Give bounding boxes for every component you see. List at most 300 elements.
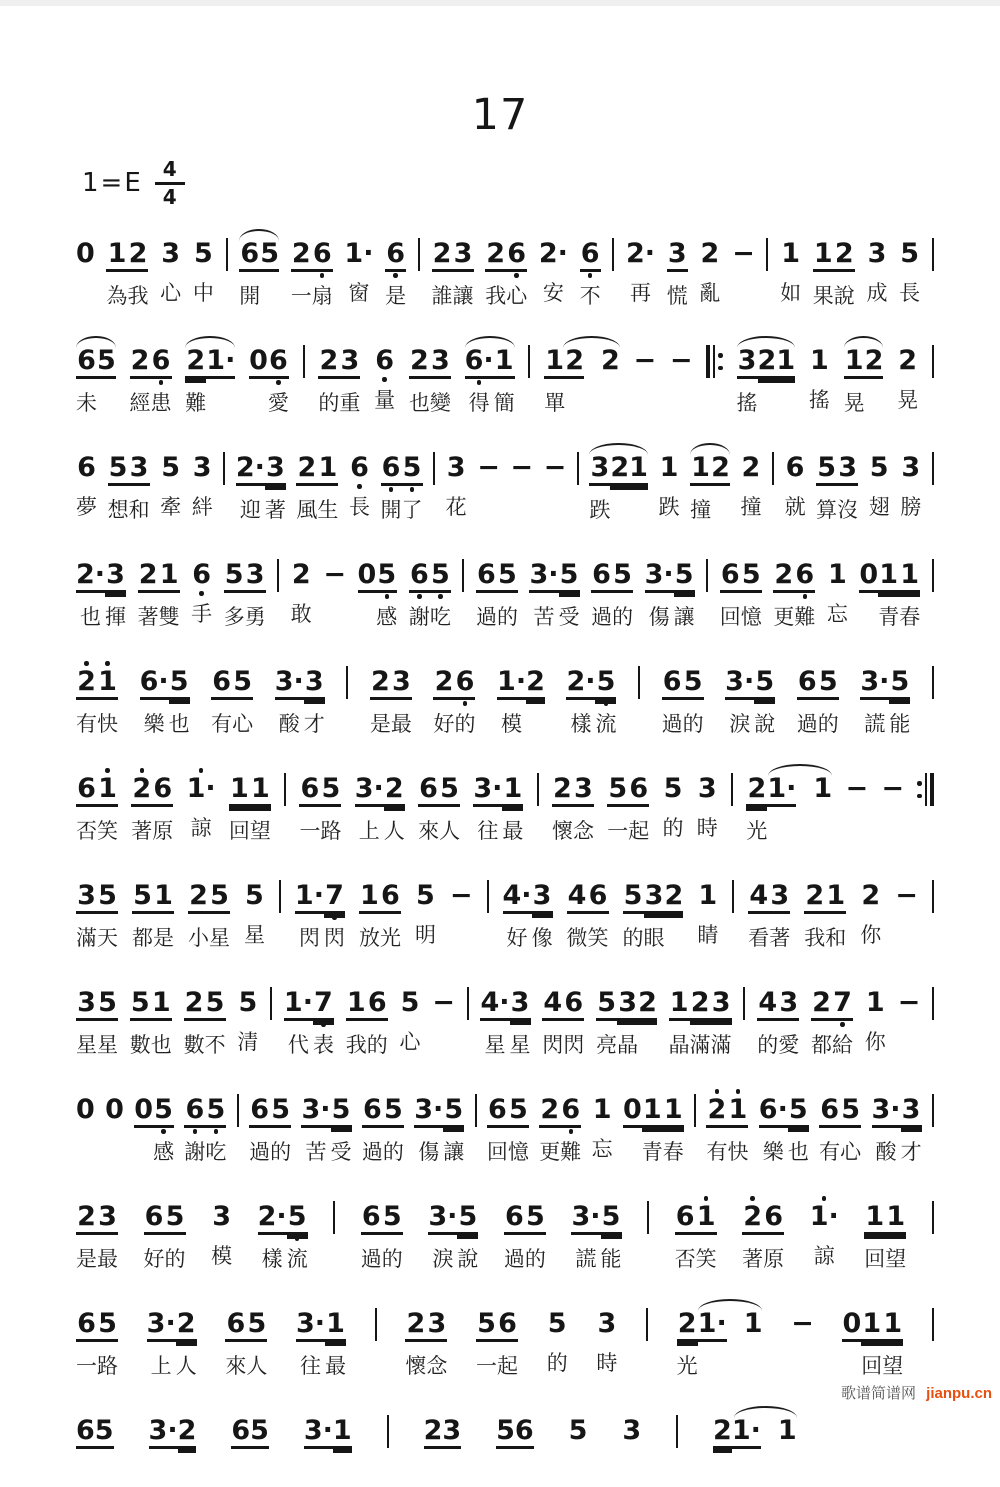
- octave-dot-spacer: [138, 593, 159, 600]
- barline-rule: [930, 773, 934, 806]
- octave-dot-spacer: [563, 1021, 584, 1028]
- note-group: [866, 232, 887, 307]
- note: [442, 1409, 461, 1487]
- octave-dot-spacer: [430, 379, 451, 386]
- note-digit: 6: [785, 452, 805, 483]
- lyric-char: 風: [296, 499, 318, 522]
- note-group: [381, 446, 423, 524]
- note-digit: 6: [268, 346, 289, 379]
- octave-dot-spacer: [494, 379, 515, 386]
- note: [192, 446, 213, 521]
- note-digit: 6: [497, 1309, 518, 1342]
- barline: [475, 1094, 477, 1127]
- score-line: [76, 1088, 934, 1166]
- lyric-char: 懷: [405, 1355, 427, 1378]
- lyric-char: 感: [376, 606, 398, 629]
- note-group: [539, 1088, 581, 1166]
- low-octave-dot: [832, 1021, 853, 1028]
- barline: [694, 1094, 696, 1127]
- note: [97, 767, 118, 845]
- note: [131, 767, 152, 845]
- barline: [932, 880, 934, 913]
- octave-dot-spacer: [720, 593, 741, 600]
- octave-dot-spacer: [667, 272, 688, 279]
- note-digit: 1: [97, 774, 118, 807]
- note: [295, 874, 324, 952]
- lyric-char: 能: [600, 1248, 622, 1271]
- lyric-char: [339, 1460, 345, 1487]
- barline-rule: [462, 559, 464, 592]
- lyric-char: [315, 1460, 321, 1487]
- octave-dot-spacer: [131, 807, 152, 814]
- octave-dot-spacer: [711, 1021, 732, 1028]
- lyric-char: 也: [150, 1034, 172, 1057]
- note-digit: 6: [249, 1095, 270, 1128]
- note-digit: 4: [567, 881, 588, 914]
- barline-rule: [694, 1094, 696, 1127]
- lyric-char: 星: [243, 924, 265, 947]
- note: [622, 1409, 641, 1484]
- note-digit: 5: [383, 1095, 404, 1128]
- note-digit: 1: [865, 987, 885, 1018]
- lyric-char: [629, 1139, 635, 1166]
- note: [485, 232, 506, 310]
- octave-dot-spacer: [418, 807, 439, 814]
- lyric-char: 一: [290, 285, 312, 308]
- lyric-char: 說: [754, 713, 776, 736]
- barline-rule: [433, 452, 435, 485]
- note: [508, 1088, 529, 1166]
- octave-dot-spacer: [291, 272, 312, 279]
- lyric-char: 晃: [843, 392, 865, 415]
- note: [725, 660, 754, 738]
- note: [515, 1409, 534, 1487]
- note-group: [547, 1302, 568, 1377]
- octave-dot-spacer: [147, 1342, 176, 1349]
- note: [559, 553, 580, 631]
- octave-dot-spacer: [239, 272, 260, 279]
- octave-dot-spacer: [683, 700, 704, 707]
- lyric-char: 最: [97, 1248, 118, 1271]
- lyric-char: [82, 1136, 88, 1163]
- note: [206, 339, 235, 417]
- barline-rule: [284, 773, 286, 806]
- note: [97, 1302, 118, 1380]
- note-digit: 2: [539, 1095, 560, 1128]
- note: [669, 981, 690, 1059]
- score-line: [76, 553, 934, 631]
- note-group: [76, 553, 126, 631]
- note-digit: 3·: [571, 1202, 600, 1235]
- lyric-char: [267, 283, 273, 310]
- lyric-char: 一: [76, 1355, 97, 1378]
- octave-dot-spacer: [76, 700, 97, 707]
- lyric-char: 過: [360, 1248, 382, 1271]
- note-group: [76, 1409, 114, 1487]
- low-octave-dot: [312, 272, 333, 279]
- octave-dot-spacer: [861, 1342, 882, 1349]
- note-group: [188, 874, 230, 952]
- octave-dot-spacer: [623, 914, 644, 921]
- note-digit: 3: [446, 452, 466, 483]
- octave-dot-spacer: [295, 914, 324, 921]
- note-group: [827, 553, 848, 628]
- lyric-char: 心: [399, 1031, 421, 1054]
- note-group: [675, 1195, 717, 1273]
- repeat-dots: [917, 773, 922, 806]
- lyric-char: 窗: [348, 282, 370, 305]
- note: [236, 446, 265, 524]
- lyric-char: [430, 1460, 436, 1487]
- note-gap: [796, 767, 813, 842]
- lyric-char: 諒: [813, 1245, 835, 1268]
- note-digit: 5: [568, 1415, 588, 1446]
- note-group: [184, 981, 226, 1059]
- octave-dot-spacer: [211, 1232, 232, 1239]
- octave-dot-spacer: [674, 593, 695, 600]
- barline-rule: [706, 559, 708, 592]
- note-digit: 5: [209, 881, 230, 914]
- note-digit: 2: [127, 239, 148, 272]
- note: [865, 339, 884, 417]
- duration-dash: [634, 339, 657, 414]
- octave-dot-spacer: [265, 486, 286, 493]
- octave-dot-spacer: [584, 376, 601, 383]
- note: [358, 553, 377, 631]
- note-group: [477, 446, 500, 521]
- note-digit: 5: [788, 1095, 809, 1128]
- lyric-char: 難: [185, 392, 207, 415]
- octave-dot-spacer: [610, 486, 629, 493]
- octave-dot-spacer: [642, 1128, 663, 1135]
- octave-dot-spacer: [193, 269, 214, 276]
- note: [382, 1195, 403, 1273]
- note-group: [544, 446, 567, 521]
- barline-rule: [418, 238, 420, 271]
- octave-dot-spacer: [211, 700, 232, 707]
- lyric-char: 天: [97, 927, 118, 950]
- note-group: [667, 232, 688, 310]
- lyric-char: 簡: [493, 392, 515, 415]
- note: [547, 1302, 568, 1377]
- note-group: [405, 1302, 447, 1380]
- note-group: [450, 874, 473, 949]
- note-digit: 2: [610, 453, 629, 486]
- note-digit: 1: [663, 1095, 684, 1128]
- note: [727, 1088, 748, 1166]
- note: [566, 660, 595, 738]
- note: [696, 1195, 717, 1273]
- note-group: [361, 1195, 403, 1273]
- note-group: [791, 1302, 814, 1377]
- lyric-char: 心: [232, 713, 254, 736]
- repeat-dot: [718, 366, 723, 371]
- octave-dot-spacer: [426, 1342, 447, 1349]
- octave-dot-spacer: [383, 1128, 404, 1135]
- lyric-char: [764, 390, 770, 417]
- lyric-char: 的: [622, 927, 644, 950]
- note-digit: 1: [899, 560, 920, 593]
- octave-dot-spacer: [727, 1128, 748, 1135]
- lyric-char: 患: [150, 392, 172, 415]
- note-digit: 4: [542, 988, 563, 1021]
- duration-dash: [845, 767, 868, 842]
- octave-dot-spacer: [236, 486, 265, 493]
- note: [244, 874, 265, 949]
- note-digit: 2·: [538, 238, 568, 269]
- note: [746, 767, 767, 845]
- note: [797, 660, 818, 738]
- barline-rule: [932, 880, 934, 913]
- note: [76, 1302, 97, 1380]
- lyric-char: 滿: [689, 1034, 711, 1057]
- note-digit: −: [791, 1308, 814, 1339]
- note-digit: 1: [544, 346, 565, 379]
- note-digit: 2: [184, 988, 205, 1021]
- note: [165, 1195, 186, 1273]
- octave-dot-spacer: [450, 911, 473, 918]
- octave-dot-spacer: [559, 593, 580, 600]
- note: [275, 660, 304, 738]
- note-digit: 1: [698, 880, 718, 911]
- lyric-char: 過: [591, 606, 613, 629]
- note: [502, 767, 523, 845]
- note-digit: 2: [138, 560, 159, 593]
- note-digit: 3: [589, 453, 610, 486]
- octave-dot-spacer: [819, 1128, 840, 1135]
- note-digit: 3·: [147, 1309, 176, 1342]
- time-signature-denominator: 4: [162, 184, 177, 209]
- octave-dot-spacer: [151, 1021, 172, 1028]
- lyric-char: 謝: [184, 1141, 206, 1164]
- octave-dot-spacer: [97, 379, 116, 386]
- octave-dot-spacer: [382, 1235, 403, 1242]
- octave-dot-spacer: [358, 593, 377, 600]
- octave-dot-spacer: [405, 1342, 426, 1349]
- note-group: [147, 1302, 197, 1380]
- note-group: [732, 232, 755, 307]
- octave-dot-spacer: [320, 807, 341, 814]
- lyric-char: [743, 1460, 749, 1487]
- note-digit: 5: [169, 667, 190, 700]
- lyric-char: 變: [429, 392, 451, 415]
- barline-rule: [932, 1094, 934, 1127]
- lyric-char: [141, 1139, 147, 1166]
- lyric-char: 花: [445, 496, 467, 519]
- note-digit: 3: [76, 881, 97, 914]
- note-digit: 5: [97, 1309, 118, 1342]
- octave-dot-spacer: [225, 1342, 246, 1349]
- note-digit: 3: [711, 988, 732, 1021]
- octave-dot-spacer: [76, 1235, 97, 1242]
- octave-dot-spacer: [391, 700, 412, 707]
- note-digit: 3: [737, 346, 758, 379]
- lyric-char: 光: [379, 927, 401, 950]
- lyric-char: 說: [457, 1248, 479, 1271]
- note-digit: 5: [246, 1309, 267, 1342]
- lyric-char: [645, 1032, 651, 1059]
- note: [506, 232, 527, 310]
- barline: [284, 773, 286, 806]
- note: [147, 1302, 176, 1380]
- note: [607, 767, 628, 845]
- lyric-char: 時: [696, 817, 718, 840]
- note: [446, 446, 467, 521]
- score-line: [76, 1409, 797, 1487]
- lyric-char: 搖: [808, 389, 830, 412]
- octave-dot-spacer: [878, 593, 899, 600]
- octave-dot-spacer: [130, 379, 151, 386]
- lyric-char: 流: [595, 713, 617, 736]
- lyric-char: 樣: [570, 713, 592, 736]
- note: [748, 874, 769, 952]
- lyric-char: [720, 1460, 726, 1487]
- note-digit: 2: [711, 453, 730, 486]
- slur-arc: [698, 1299, 762, 1311]
- note: [690, 446, 711, 524]
- note: [361, 1195, 382, 1273]
- note: [504, 1195, 525, 1273]
- note-group: [349, 446, 370, 521]
- note: [589, 446, 610, 524]
- note: [304, 660, 325, 738]
- octave-dot-spacer: [442, 1449, 461, 1456]
- barline-rule: [713, 345, 715, 378]
- note: [840, 1088, 861, 1166]
- note-digit: 0: [249, 346, 268, 379]
- note: [95, 1409, 114, 1487]
- octave-dot-spacer: [250, 1449, 269, 1456]
- octave-dot-spacer: [291, 590, 312, 597]
- barline-rule: [925, 773, 927, 806]
- note: [476, 1302, 497, 1380]
- note-group: [465, 339, 515, 417]
- note: [897, 339, 918, 414]
- octave-dot-spacer: [869, 483, 890, 490]
- octave-dot-spacer: [539, 269, 568, 276]
- octave-dot-spacer: [860, 911, 881, 918]
- lyric-char: 著: [742, 1248, 764, 1271]
- lyric-char: 好: [143, 1248, 165, 1271]
- lyric-char: 星: [76, 1034, 97, 1057]
- barline-rule: [932, 238, 934, 271]
- lyric-char: [709, 1353, 715, 1380]
- lyric-char: 淚: [729, 713, 751, 736]
- octave-dot-spacer: [432, 272, 453, 279]
- octave-dot-spacer: [304, 1449, 333, 1456]
- note-digit: 6: [794, 560, 815, 593]
- note-group: [663, 767, 684, 842]
- note: [76, 553, 105, 631]
- repeat-end-barline: [917, 773, 934, 806]
- low-octave-dot: [595, 700, 616, 707]
- octave-dot-spacer: [889, 700, 910, 707]
- lyric-char: 傷: [648, 606, 670, 629]
- note: [209, 874, 230, 952]
- note-digit: 2: [861, 880, 881, 911]
- note: [185, 339, 206, 417]
- note-digit: 6: [144, 1202, 165, 1235]
- octave-dot-spacer: [480, 1021, 509, 1028]
- note: [430, 339, 451, 417]
- note: [304, 1409, 333, 1487]
- octave-dot-spacer: [359, 914, 380, 921]
- lyric-char: [486, 494, 492, 521]
- octave-dot-spacer: [677, 1342, 698, 1349]
- note: [544, 339, 565, 417]
- note: [816, 446, 837, 524]
- note-digit: [727, 1309, 744, 1339]
- lyric-char: 憶: [507, 1141, 529, 1164]
- lyric-char: 傷: [418, 1141, 440, 1164]
- note: [97, 1195, 118, 1273]
- lyric-char: 流: [286, 1248, 308, 1271]
- octave-dot-spacer: [706, 1128, 727, 1135]
- note-group: [346, 981, 388, 1059]
- lyric-char: 人: [175, 1355, 197, 1378]
- octave-dot-spacer: [713, 1449, 732, 1456]
- octave-dot-spacer: [169, 700, 190, 707]
- note-group: [810, 1195, 839, 1270]
- lyric-char: 難: [794, 606, 816, 629]
- note: [758, 339, 777, 417]
- octave-dot-spacer: [542, 1021, 563, 1028]
- note-digit: 5: [601, 1202, 622, 1235]
- note-group: [187, 767, 216, 842]
- lyric-char: 跌: [589, 499, 611, 522]
- note-digit: 2: [741, 452, 761, 483]
- note: [690, 981, 711, 1059]
- barline: [932, 666, 934, 699]
- note-group: [670, 339, 693, 414]
- lyric-char: 我: [485, 285, 507, 308]
- octave-dot-spacer: [612, 593, 633, 600]
- lyric-char: [503, 1460, 509, 1487]
- note: [759, 1088, 788, 1166]
- note-digit: 6·: [465, 346, 494, 379]
- note: [737, 339, 758, 417]
- note: [699, 232, 720, 307]
- score-line: [76, 874, 934, 952]
- note: [638, 981, 657, 1059]
- sheet-number-title: 17: [471, 90, 529, 140]
- note-group: [415, 874, 436, 949]
- octave-dot-spacer: [690, 486, 711, 493]
- octave-dot-spacer: [697, 911, 718, 918]
- lyric-char: 我: [804, 927, 826, 950]
- octave-dot-spacer: [503, 914, 532, 921]
- barline: [270, 987, 272, 1020]
- octave-dot-spacer: [663, 804, 684, 811]
- octave-dot-spacer: [178, 1449, 197, 1456]
- note: [433, 660, 454, 738]
- note-digit: 5: [430, 560, 451, 593]
- note-digit: 6: [409, 560, 430, 593]
- octave-dot-spacer: [778, 1021, 799, 1028]
- note-digit: 3: [129, 453, 150, 486]
- note-digit: 5: [250, 1416, 269, 1449]
- octave-dot-spacer: [184, 1021, 205, 1028]
- note-digit: 3: [426, 1309, 447, 1342]
- note-group: [623, 874, 684, 952]
- note-group: [108, 446, 150, 524]
- octave-dot-spacer: [160, 483, 181, 490]
- octave-dot-spacer: [864, 1235, 885, 1242]
- lyric-char: 清: [237, 1031, 259, 1054]
- note-digit: 3·: [529, 560, 558, 593]
- note-group: [476, 553, 518, 631]
- lyric-char: 不: [579, 285, 601, 308]
